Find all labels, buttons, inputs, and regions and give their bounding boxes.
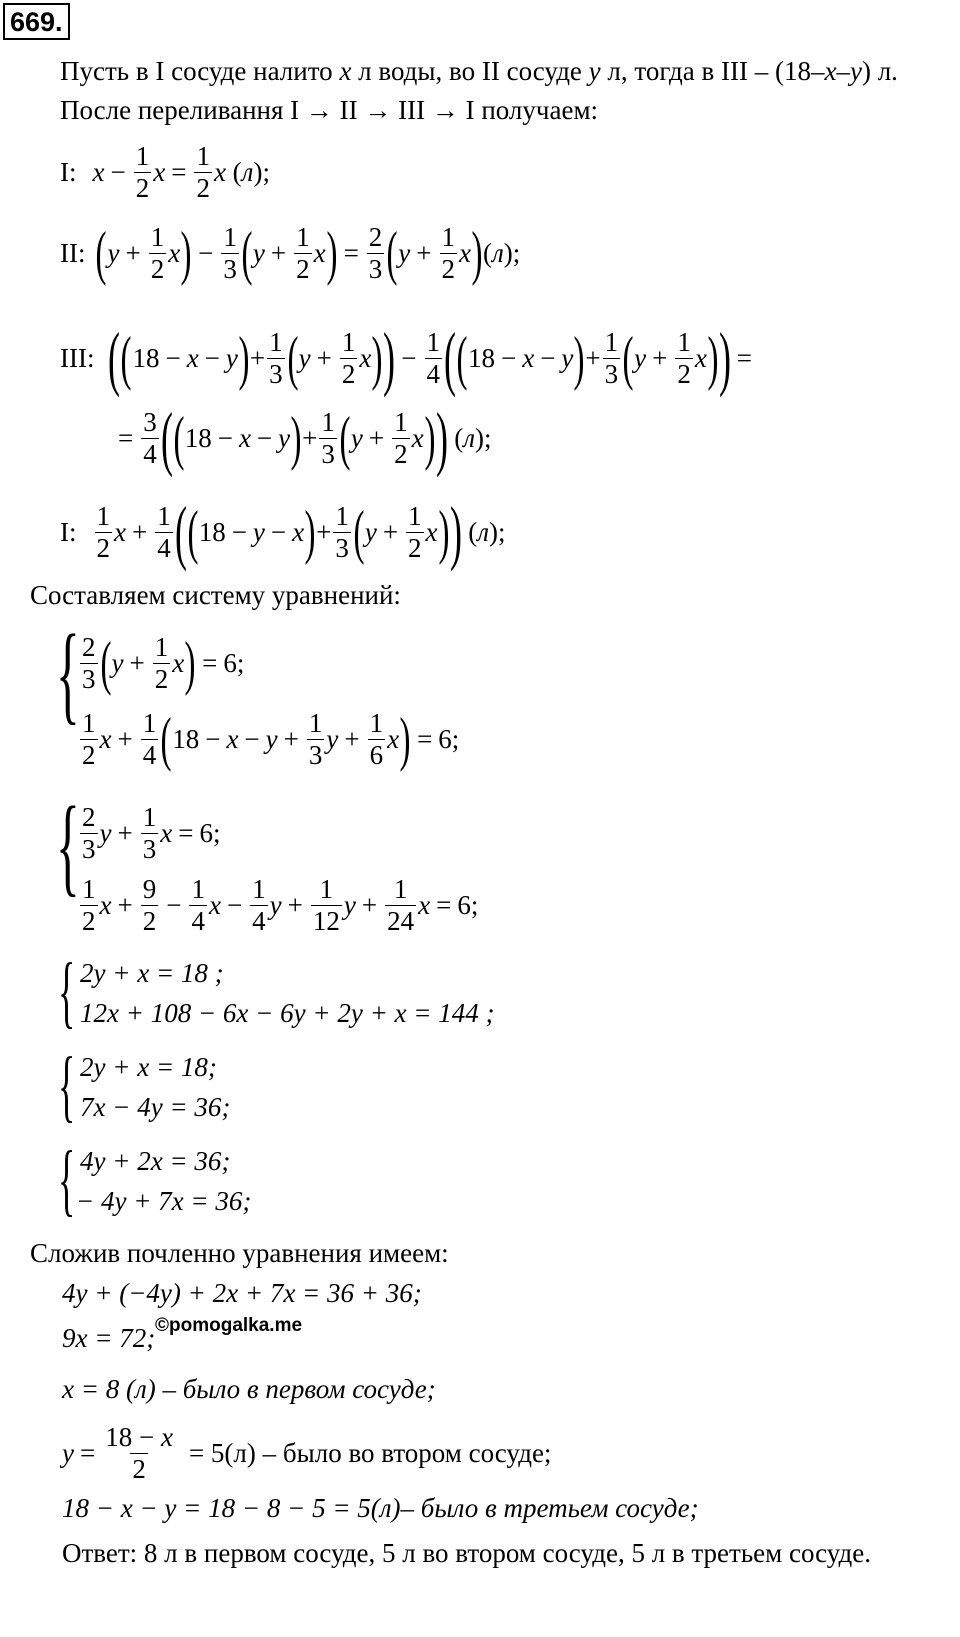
system3-eq1: 2y + x = 18 ; bbox=[80, 958, 224, 988]
system-brace: { bbox=[58, 1136, 76, 1224]
system4-eq1: 2y + x = 18; bbox=[80, 1052, 217, 1082]
system1-eq1: $\frac{2}{3}$ ( y + $\frac{1}{2}$ x ) = 6; bbox=[82, 630, 245, 696]
system-brace: { bbox=[58, 1042, 76, 1130]
answer: Ответ: 8 л в первом сосуде, 5 л во втором сосуде, 5 л в третьем сосуде. bbox=[62, 1538, 872, 1568]
system-brace: { bbox=[56, 612, 80, 734]
equation-III-line1: III: ( ( 18 − x − y ) + $\frac{1}{3}$ ( y + $\frac{1}{2}$ x ) ) − $\frac{1}{4}$ ( ( 18 − x − y ) + $\frac{1}{3}$ ( y + $\frac{1}{2}$ x ) ) = bbox=[60, 318, 753, 398]
system5-eq2: − 4y + 7x = 36; bbox=[76, 1186, 252, 1216]
equation-II: II: ( y + $\frac{1}{2}$ x ) − $\frac{1}{3}$ ( y + $\frac{1}{2}$ x ) = $\frac{2}{3}$ ( y + $\frac{1}{2}$ x ) ( л ); bbox=[60, 220, 521, 286]
equation-I-final: I: $\frac{1}{2}$ x + $\frac{1}{4}$ ( ( 18 − y − x ) + $\frac{1}{3}$ ( y + $\frac{1}{2}$ x ) ) ( л ); bbox=[60, 492, 506, 572]
step-3: x = 8 (л) – было в первом сосуде; bbox=[62, 1374, 436, 1404]
step-2: 9x = 72; bbox=[62, 1323, 156, 1353]
step-5: 18 − x − y = 18 − 8 − 5 = 5(л)– было в третьем сосуде; bbox=[62, 1493, 699, 1523]
sum-title: Сложив почленно уравнения имеем: bbox=[30, 1238, 449, 1268]
watermark: ©pomogalka.me bbox=[155, 1315, 303, 1336]
problem-number: 669. bbox=[3, 3, 70, 40]
system4-eq2: 7x − 4y = 36; bbox=[80, 1092, 231, 1122]
system1-eq2: $\frac{1}{2}$ x + $\frac{1}{4}$ ( 18 − x − y + $\frac{1}{3}$ y + $\frac{1}{6}$ x ) = 6; bbox=[82, 706, 460, 772]
intro-line-1: Пусть в I сосуде налито x л воды, во II сосуде y л, тогда в III – (18–x–y) л. bbox=[60, 56, 898, 86]
equation-I: I: x − $\frac{1}{2}$ x = $\frac{1}{2}$ x ( л ); bbox=[60, 140, 270, 203]
system-title: Составляем систему уравнений: bbox=[30, 580, 401, 610]
system-brace: { bbox=[58, 948, 76, 1036]
system2-eq2: $\frac{1}{2}$ x + $\frac{9}{2}$ − $\frac{1}{4}$ x − $\frac{1}{4}$ y + $\frac{1}{12}$ y + $\frac{1}{24}$ x = 6; bbox=[82, 873, 479, 936]
step-4: y = $\frac{18 - x}{2}$ = 5(л) – было во втором сосуде; bbox=[62, 1421, 552, 1484]
equation-III-line2: = $\frac{3}{4}$ ( ( 18 − x − y ) + $\frac{1}{3}$ ( y + $\frac{1}{2}$ x ) ) ( л ); bbox=[118, 398, 492, 478]
system2-eq1: $\frac{2}{3}$ y + $\frac{1}{3}$ x = 6; bbox=[82, 801, 221, 864]
system-brace: { bbox=[56, 784, 80, 906]
intro-line-2: После переливання I → II → III → I получаем: bbox=[60, 95, 599, 125]
system3-eq2: 12x + 108 − 6x − 6y + 2y + x = 144 ; bbox=[80, 998, 495, 1028]
step-1: 4y + (−4y) + 2x + 7x = 36 + 36; bbox=[62, 1278, 422, 1308]
system5-eq1: 4y + 2x = 36; bbox=[80, 1146, 231, 1176]
